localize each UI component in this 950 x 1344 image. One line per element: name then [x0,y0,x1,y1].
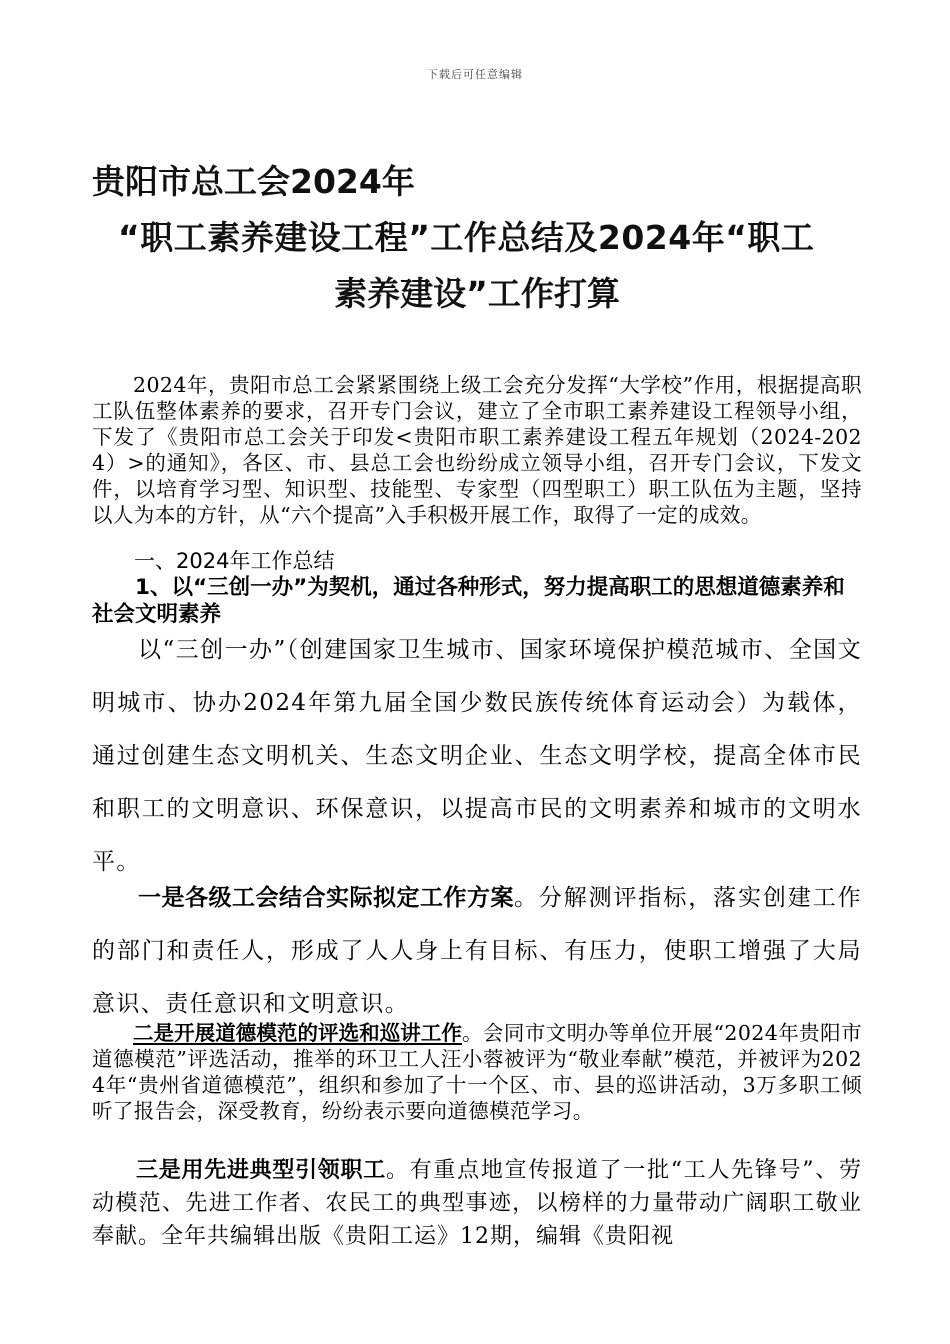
page-header-note: 下载后可任意编辑 [427,68,523,81]
item-3-text: 。有重点地宣传报道了一批“工人先锋号”、劳动模范、先进工作者、农民工的典型事迹，以榜样的力量带动广阔职工敬业奉献。全年共编辑出版《贵阳工运》12期，编辑《贵阳视 [92,1158,862,1249]
subsection-1-paragraph: 以“三创一办”（创建国家卫生城市、国家环境保护模范城市、全国文明城市、协办2024年第九届全国少数民族传统体育运动会）为载体，通过创建生态文明机关、生态文明企业、生态文明学校，提高全体市民和职工的文明意识、环保意识，以提高市民的文明素养和城市的文明水平。 [92,637,862,875]
item-3-lead: 三是用先进典型引领职工 [136,1158,386,1183]
subsection-heading-1: 1、以“三创一办”为契机，通过各种形式，努力提高职工的思想道德素养和社会文明素养 [92,575,845,627]
document-title [92,154,862,322]
intro-paragraph: 2024年，贵阳市总工会紧紧围绕上级工会充分发挥“大学校”作用，根据提高职工队伍整体素养的要求，召开专门会议，建立了全市职工素养建设工程领导小组，下发了《贵阳市总工会关于印发<贵阳市职工素养建设工程五年规划（2024-2024）>的通知》，各区、市、县总工会也纷纷成立领导小组，召开专门会议，下发文件，以培育学习型、知识型、技能型、专家型（四型职工）职工队伍为主题，坚持以人为本的方针，从“六个提高”入手积极开展工作，取得了一定的成效。 [92,373,862,527]
item-1-paragraph [92,872,862,1031]
item-3-paragraph [92,1154,862,1253]
title-line-2: “职工素养建设工程”工作总结及2024年“职工 [118,218,815,257]
item-1-lead: 一是各级工会结合实际拟定工作方案 [138,885,514,911]
item-1-text: 。分解测评指标，落实创建工作的部门和责任人，形成了人人身上有目标、有压力，使职工增强了大局意识、责任意识和文明意识。 [92,885,863,1017]
item-2-text: 。会同市文明办等单位开展“2024年贵阳市道德模范”评选活动，推举的环卫工人汪小蓉被评为“敬业奉献”模范，并被评为2024年“贵州省道德模范”，组织和参加了十一个区、市、县的巡讲活动，3万多职工倾听了报告会，深受教育，纷纷表示要向道德模范学习。 [92,1021,862,1123]
item-2-lead: 二是开展道德模范的评选和巡讲工作 [133,1021,462,1045]
title-line-1: 贵阳市总工会2024年 [92,162,415,201]
item-2-paragraph [92,1020,862,1124]
title-line-3: 素养建设”工作打算 [334,274,620,313]
section-heading-summary: 一、2024年工作总结 [134,549,335,573]
